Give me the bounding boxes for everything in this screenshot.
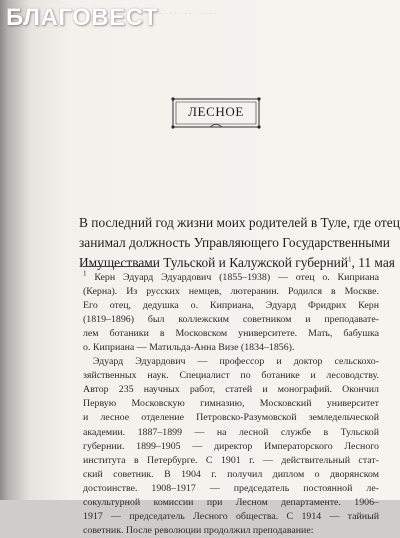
footnote-line: [83, 271, 379, 285]
footnote-line: (Керна). Из русских немцев, лютеранин. Родился в Москве.: [83, 286, 379, 298]
footnote-text: Эдуард Эдуардович — профессор и доктор сельскохо-: [92, 356, 379, 368]
main-text-segment: Имуществами Тульской и Калужской губерний: [79, 255, 348, 270]
footnote-line: ский советник. В 1904 г. получил диплом о дворянском: [83, 468, 379, 480]
watermark-logo: БЛАГОВЕСТ: [6, 4, 159, 31]
footnote-number: 1: [83, 269, 87, 278]
footnote-line: (1819–1896) был коллежским советником и преподавате-: [83, 314, 379, 326]
footnote-line: Его отец, дедушка о. Киприана, Эдуард Фридрих Керн: [83, 300, 379, 312]
footnote-line: и лесное отделение Петровско-Разумовской земледельческой: [83, 412, 379, 424]
footnote-line: [83, 355, 379, 369]
footnote-line: 1917 — председатель Лесного общества. С 1914 — тайный: [83, 510, 379, 522]
main-text-segment: , 11 мая: [351, 255, 395, 270]
footnote-line: института в Петербурге. С 1901 г. — действительный стат-: [83, 454, 379, 466]
footnote-block: [83, 271, 379, 538]
footnote-line: советник. После революции продолжил преподавание:: [83, 524, 314, 536]
footnote-line: зяйственных наук. Специалист по ботанике и лесоводству.: [83, 370, 379, 382]
footnote-line: сокультурной комиссии при Лесном департаменте. 1906–: [83, 496, 379, 508]
footnote-line: Первую Московскую гимназию, Московский университет: [83, 398, 379, 410]
main-text-line: В последний год жизни моих родителей в Туле, где отец: [79, 215, 400, 230]
chapter-heading: [170, 96, 262, 130]
footnote-line: Автор 235 научных работ, статей и монографий. Окончил: [83, 384, 379, 396]
footnote-line: лем ботаники в Московском университете. Мать, бабушка: [83, 328, 379, 340]
footnote-text: Керн Эдуард Эдуардович (1855–1938) — отец о. Киприана: [86, 272, 379, 283]
main-text-line: [79, 253, 395, 273]
chapter-title: ЛЕСНОЕ: [188, 104, 244, 119]
footnote-line: губернии. 1899–1905 — директор Императорского Лесного: [83, 440, 379, 452]
footnote-line: достоинстве. 1908–1917 — председатель постоянной ле-: [83, 482, 379, 494]
footnote-line: академии. 1887–1899 — на лесной службе в Тульской: [83, 426, 379, 438]
footnote-reference: 1: [348, 255, 352, 264]
footnote-divider: [83, 266, 156, 267]
footnote-line: о. Киприана — Матильда-Анна Визе (1834–1856).: [83, 342, 295, 354]
main-text-line: занимал должность Управляющего Государственными: [79, 235, 390, 250]
main-text: [79, 213, 400, 273]
bleed-through-header: . . . . . . . . . . . . . .: [150, 6, 217, 16]
